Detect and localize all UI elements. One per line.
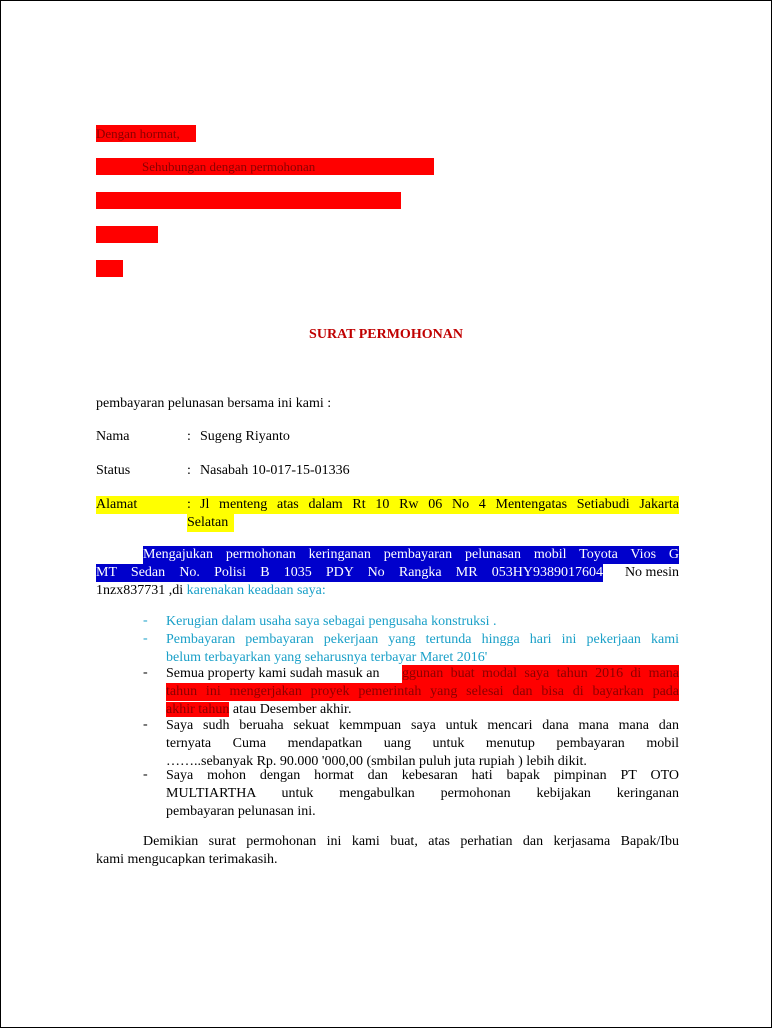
field-nama-value: Sugeng Riyanto [200, 429, 290, 444]
field-alamat-label: Alamat [96, 497, 138, 512]
bullet-2-line2: belum terbayarkan yang seharusnya terbayar Maret 2016' [166, 650, 488, 665]
field-alamat-value-line1: Jl menteng atas dalam Rt 10 Rw 06 No 4 Mentengatas Setiabudi Jakarta [200, 497, 679, 512]
redacted-bar-greeting [96, 125, 196, 142]
subject-text: Sehubungan dengan permohonan [142, 159, 316, 174]
bullet-item-1 [166, 613, 679, 631]
bullet-3-line3-rest: atau Desember akhir. [229, 702, 352, 717]
redacted-bar-4 [96, 226, 158, 243]
redacted-bar-subject [96, 158, 434, 175]
closing-line2: kami mengucapkan terimakasih. [96, 852, 278, 867]
closing-line1: Demikian surat permohonan ini kami buat, atas perhatian dan kerjasama Bapak/Ibu [143, 834, 679, 849]
bullet-dash-2: - [143, 631, 148, 646]
bullet-item-5 [166, 767, 679, 821]
field-status-value: Nasabah 10-017-15-01336 [200, 463, 350, 478]
bullet-dash-4: - [143, 717, 148, 732]
bullet-5-line1: Saya mohon dengan hormat dan kebesaran hati bapak pimpinan PT OTO [166, 768, 679, 783]
request-line2-rest: No mesin [624, 565, 679, 580]
bullet-3-line1-highlight: ggunan buat modal saya tahun 2016 di mana [402, 666, 679, 681]
bullet-3-line1-a: Semua property kami sudah masuk an [166, 666, 380, 681]
bullet-item-4 [166, 717, 679, 771]
bullet-4-line3: ……..sebanyak Rp. 90.000 '000,00 (smbilan puluh juta rupiah ) lebih dikit. [166, 754, 587, 769]
bullet-3-line2-highlight: tahun ini mengerjakan proyek pemerintah yang selesai dan bisa di bayarkan pada [166, 684, 679, 699]
document-title: SURAT PERMOHONAN [309, 327, 463, 342]
engine-number: 1nzx837731 ,di [96, 583, 187, 598]
field-nama-colon: : [187, 429, 191, 444]
field-alamat-value-line2: Selatan [187, 515, 229, 530]
bullet-3-line1 [166, 665, 679, 683]
field-status-colon: : [187, 463, 191, 478]
reason-intro: karenakan keadaan saya: [186, 583, 326, 598]
bullet-5-line2: MULTIARTHA untuk mengabulkan permohonan kebijakan keringanan [166, 786, 679, 801]
bullet-item-3 [166, 665, 679, 719]
request-line2-highlight: MT Sedan No. Polisi B 1035 PDY No Rangka MR 053HY9389017604 [96, 565, 603, 580]
field-nama-label: Nama [96, 429, 130, 444]
bullet-4-line1: Saya sudh beruaha sekuat kemmpuan saya untuk mencari dana mana mana dan [166, 718, 679, 733]
bullet-4-line2: ternyata Cuma mendapatkan uang untuk menutup pembayaran mobil [166, 736, 679, 751]
bullet-2-line1: Pembayaran pembayaran pekerjaan yang tertunda hingga hari ini pekerjaan kami [166, 632, 679, 647]
bullet-dash-1: - [143, 613, 148, 628]
request-line3 [96, 582, 326, 600]
field-alamat-colon: : [187, 497, 191, 512]
request-line1: Mengajukan permohonan keringanan pembayaran pelunasan mobil Toyota Vios G [143, 547, 679, 562]
bullet-3-line3-highlight: akhir tahun [166, 702, 230, 717]
bullet-1-line1: Kerugian dalam usaha saya sebagai pengusaha konstruksi . [166, 614, 497, 629]
redacted-bar-5 [96, 260, 123, 277]
bullet-dash-3: - [143, 665, 148, 680]
field-status-label: Status [96, 463, 131, 478]
bullet-5-line3: pembayaran pelunasan ini. [166, 804, 316, 819]
bullet-dash-5: - [143, 767, 148, 782]
greeting-text: Dengan hormat, [96, 126, 180, 141]
bullet-item-2 [166, 631, 679, 667]
intro-line: pembayaran pelunasan bersama ini kami : [96, 396, 332, 411]
redacted-bar-3 [96, 192, 401, 209]
